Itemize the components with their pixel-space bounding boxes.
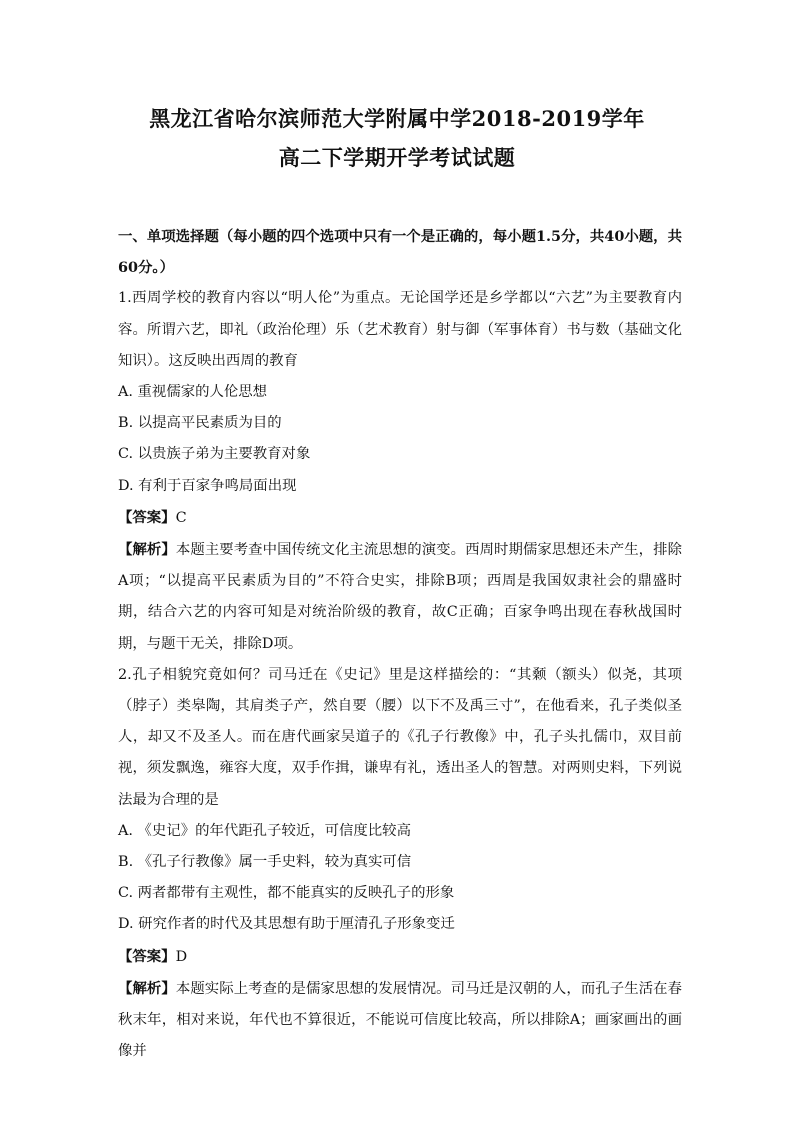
question-2-option-c: C. 两者都带有主观性，都不能真实的反映孔子的形象 [118, 885, 455, 902]
document-title-line1: 黑龙江省哈尔滨师范大学附属中学2018-2019学年 [149, 106, 645, 131]
question-1-answer [118, 502, 682, 534]
analysis-text: 本题主要考查中国传统文化主流思想的演变。西周时期儒家思想还未产生，排除A项；“以提高平民素质为目的”不符合史实，排除B项；西周是我国奴隶社会的鼎盛时期，结合六艺的内容可知是对统治阶级的教育，故C正确；百家争鸣出现在春秋战国时期，与题干无关，排除D项。 [118, 542, 682, 652]
question-1-option-c: C. 以贵族子弟为主要教育对象 [118, 446, 311, 463]
question-1-option-b: B. 以提高平民素质为目的 [118, 415, 282, 432]
analysis-tag: 【解析】 [118, 541, 176, 559]
question-2-stem: 2.孔子相貌究竟如何？司马迁在《史记》里是这样描绘的：“其颡（额头）似尧，其项（脖子）类皋陶，其肩类子产，然自要（腰）以下不及禹三寸”，在他看来，孔子类似圣人，却又不及圣人。而在唐代画家吴道子的《孔子行教像》中，孔子头扎儒巾，双目前视，须发飘逸，雍容大度，双手作揖，谦卑有礼，透出圣人的智慧。对两则史料，下列说法最为合理的是 [118, 666, 682, 808]
question-1-stem: 1.西周学校的教育内容以“明人伦”为重点。无论国学还是乡学都以“六艺”为主要教育内容。所谓六艺，即礼（政治伦理）乐（艺术教育）射与御（军事体育）书与数（基础文化知识）。这反映出西周的教育 [118, 290, 682, 369]
question-2-option-d: D. 研究作者的时代及其思想有助于厘清孔子形象变迁 [118, 916, 455, 933]
answer-value: D [175, 948, 188, 965]
document-body [118, 221, 682, 1067]
analysis-tag: 【解析】 [118, 979, 176, 997]
answer-tag: 【答案】 [118, 947, 176, 965]
question-1-option-d: D. 有利于百家争鸣局面出现 [118, 477, 297, 494]
section-heading: 一、单项选择题（每小题的四个选项中只有一个是正确的，每小题1.5分，共40小题，共60分。） [118, 228, 682, 277]
document-title-line2: 高二下学期开学考试试题 [278, 145, 516, 170]
answer-value: C [175, 509, 187, 526]
question-2-option-b: B. 《孔子行教像》属一手史料，较为真实可信 [118, 854, 412, 871]
answer-tag: 【答案】 [118, 508, 176, 526]
question-1-option-a: A. 重视儒家的人伦思想 [118, 384, 268, 401]
question-1-analysis [118, 534, 682, 660]
question-2-option-a: A. 《史记》的年代距孔子较近，可信度比较高 [118, 822, 411, 839]
question-2-answer [118, 941, 682, 973]
analysis-text: 本题实际上考查的是儒家思想的发展情况。司马迁是汉朝的人，而孔子生活在春秋末年，相对来说，年代也不算很近，不能说可信度比较高，所以排除A；画家画出的画像并 [118, 980, 682, 1060]
question-2-analysis [118, 973, 682, 1068]
